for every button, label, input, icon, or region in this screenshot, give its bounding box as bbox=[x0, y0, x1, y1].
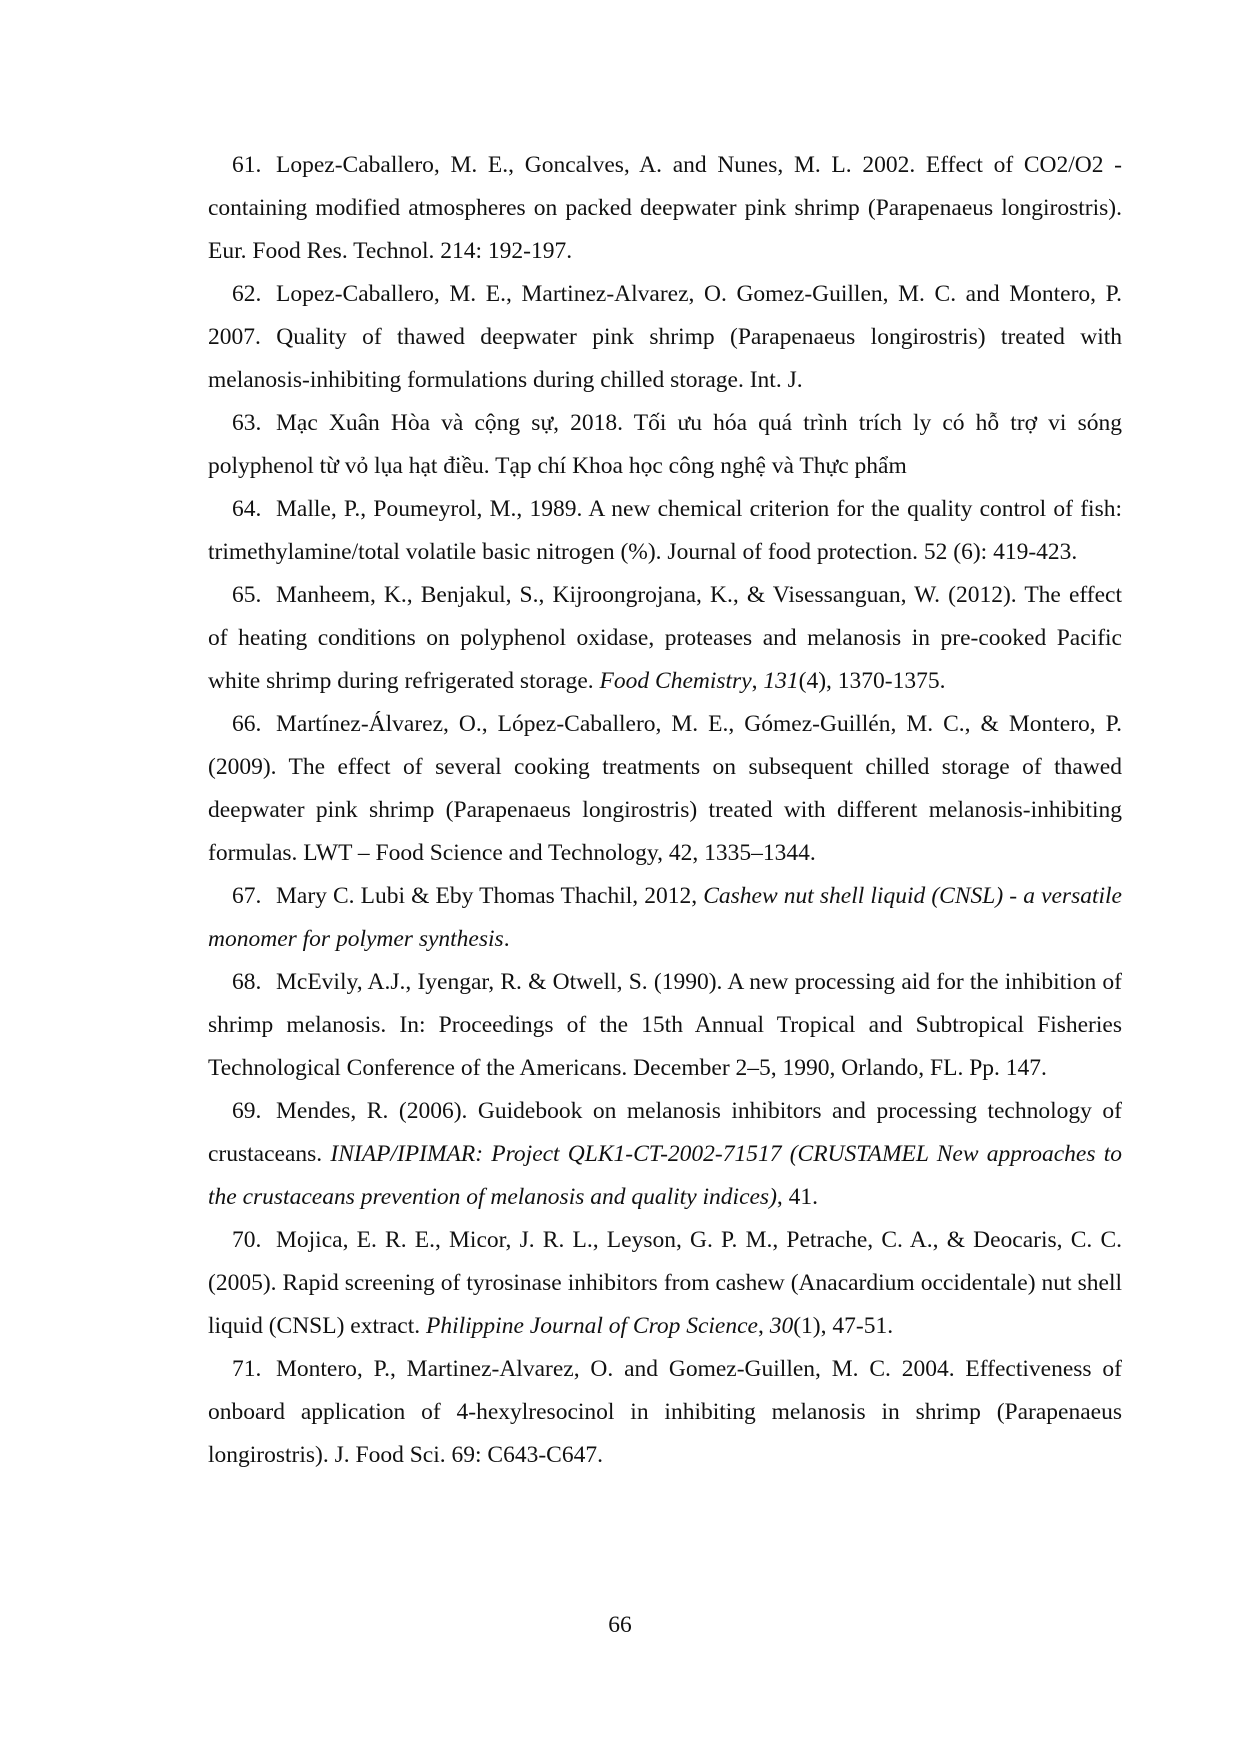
reference-entry bbox=[208, 273, 1122, 402]
reference-italic-text: Food Chemistry bbox=[599, 668, 752, 694]
reference-italic-text: INIAP/IPIMAR: Project QLK1-CT-2002-71517 (CRUSTAMEL New approaches to the crustaceans prevention of melanosis and quality indices) bbox=[208, 1141, 1122, 1210]
reference-text: Malle, P., Poumeyrol, M., 1989. A new chemical criterion for the quality control of fish: trimethylamine/total volatile basic nitrogen (%). Journal of food protection. 52 (6): 419-423. bbox=[208, 496, 1122, 565]
reference-italic-text: Cashew nut shell liquid (CNSL) - a versatile monomer for polymer synthesis bbox=[208, 883, 1122, 952]
reference-number: 70. bbox=[232, 1227, 262, 1253]
reference-text: Mendes, R. (2006). Guidebook on melanosis inhibitors and processing technology of crustaceans. bbox=[208, 1098, 1122, 1167]
reference-number: 66. bbox=[232, 711, 262, 737]
reference-entry bbox=[208, 488, 1122, 574]
reference-italic-text: Philippine Journal of Crop Science bbox=[425, 1313, 758, 1339]
reference-entry bbox=[208, 402, 1122, 488]
reference-text: Montero, P., Martinez-Alvarez, O. and Gomez-Guillen, M. C. 2004. Effectiveness of onboard application of 4-hexylresocinol in inhibiting melanosis in shrimp (Parapenaeus longirostris). J. Food Sci. 69: C643-C647. bbox=[208, 1356, 1122, 1468]
reference-number: 64. bbox=[232, 496, 262, 522]
reference-number: 61. bbox=[232, 152, 262, 178]
reference-text: Lopez-Caballero, M. E., Goncalves, A. and Nunes, M. L. 2002. Effect of CO2/O2 - containing modified atmospheres on packed deepwater pink shrimp (Parapenaeus longirostris). Eur. Food Res. Technol. 214: 192-197. bbox=[208, 152, 1122, 264]
reference-text: (4), 1370-1375. bbox=[798, 668, 946, 694]
reference-text: , bbox=[751, 668, 764, 694]
reference-entry bbox=[208, 1090, 1122, 1219]
reference-text: , 41. bbox=[776, 1184, 819, 1210]
reference-text: Manheem, K., Benjakul, S., Kijroongrojana, K., & Visessanguan, W. (2012). The effect of heating conditions on polyphenol oxidase, proteases and melanosis in pre-cooked Pacific white shrimp during refrigerated storage. bbox=[208, 582, 1122, 694]
reference-entry bbox=[208, 144, 1122, 273]
reference-text: (1), 47-51. bbox=[793, 1313, 894, 1339]
reference-italic-text: 30 bbox=[769, 1313, 794, 1339]
reference-number: 71. bbox=[232, 1356, 262, 1382]
reference-entry bbox=[208, 703, 1122, 875]
reference-number: 65. bbox=[232, 582, 262, 608]
reference-number: 62. bbox=[232, 281, 262, 307]
reference-text: Mạc Xuân Hòa và cộng sự, 2018. Tối ưu hóa quá trình trích ly có hỗ trợ vi sóng polyphenol từ vỏ lụa hạt điều. Tạp chí Khoa học công nghệ và Thực phẩm bbox=[208, 410, 1122, 479]
reference-text: Lopez-Caballero, M. E., Martinez-Alvarez, O. Gomez-Guillen, M. C. and Montero, P. 2007. Quality of thawed deepwater pink shrimp (Parapenaeus longirostris) treated with melanosis-inhibiting formulations during chilled storage. Int. J. bbox=[208, 281, 1122, 393]
reference-text: . bbox=[503, 926, 510, 952]
reference-entry bbox=[208, 1348, 1122, 1477]
reference-entry bbox=[208, 1219, 1122, 1348]
reference-number: 69. bbox=[232, 1098, 262, 1124]
reference-number: 63. bbox=[232, 410, 262, 436]
reference-number: 67. bbox=[232, 883, 262, 909]
page-number: 66 bbox=[608, 1612, 632, 1638]
reference-italic-text: 131 bbox=[763, 668, 799, 694]
reference-list bbox=[208, 144, 1122, 1477]
reference-entry bbox=[208, 574, 1122, 703]
reference-entry bbox=[208, 961, 1122, 1090]
reference-text: McEvily, A.J., Iyengar, R. & Otwell, S. (1990). A new processing aid for the inhibition of shrimp melanosis. In: Proceedings of the 15th Annual Tropical and Subtropical Fisheries Technological Conference of the Americans. December 2–5, 1990, Orlando, FL. Pp. 147. bbox=[208, 969, 1122, 1081]
reference-text: , bbox=[757, 1313, 770, 1339]
reference-text: Mojica, E. R. E., Micor, J. R. L., Leyson, G. P. M., Petrache, C. A., & Deocaris, C. C. (2005). Rapid screening of tyrosinase inhibitors from cashew (Anacardium occidentale) nut shell liquid (CNSL) extract. bbox=[208, 1227, 1122, 1339]
reference-entry bbox=[208, 875, 1122, 961]
reference-number: 68. bbox=[232, 969, 262, 995]
reference-text: Martínez-Álvarez, O., López-Caballero, M. E., Gómez-Guillén, M. C., & Montero, P. (2009). The effect of several cooking treatments on subsequent chilled storage of thawed deepwater pink shrimp (Parapenaeus longirostris) treated with different melanosis-inhibiting formulas. LWT – Food Science and Technology, 42, 1335–1344. bbox=[208, 711, 1122, 866]
reference-text: Mary C. Lubi & Eby Thomas Thachil, 2012, bbox=[276, 883, 704, 909]
